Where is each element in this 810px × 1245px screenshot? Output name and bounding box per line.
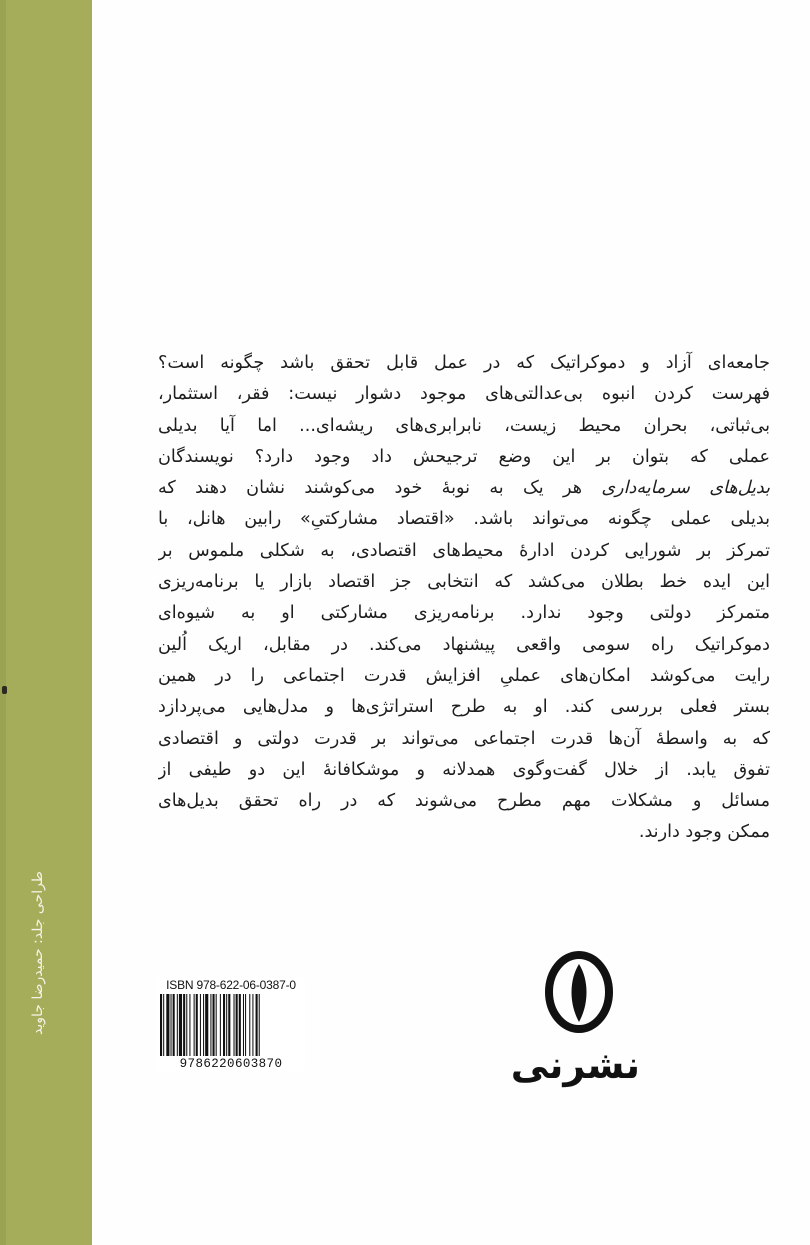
blurb-line: تمرکز بر شورایی کردن ادارهٔ محیط‌های اقتصادی، به شکلی ملموس بر [158, 540, 770, 561]
blurb-line: بدیلی عملی چگونه می‌تواند باشد. «اقتصاد مشارکتیِ» رابین هانل، با [158, 509, 770, 530]
blurb-line: تفوق یابد. از خلال گفت‌وگوی همدلانه و موشکافانهٔ این دو طیفی از [158, 759, 770, 780]
blurb-line: جامعه‌ای آزاد و دموکراتیک که در عمل قابل تحقق باشد چگونه است؟ [158, 353, 770, 373]
spine-edge-strip [0, 0, 6, 1245]
barcode-bar [203, 994, 204, 1056]
barcode-digits: 9786220603870 [179, 1057, 283, 1071]
barcode-bar [200, 994, 201, 1056]
blurb-line: رایت می‌کوشد امکان‌های عملیِ افزایش قدرت اجتماعی را در همین [158, 665, 770, 686]
barcode-bar [259, 994, 260, 1056]
barcode-bar [234, 994, 235, 1056]
barcode-bar [177, 994, 178, 1056]
blurb-line: بی‌ثباتی، بحران محیط زیست، نابرابری‌های ریشه‌ای... اما آیا بدیلی [158, 415, 770, 436]
blurb-line: عملی که بتوان بر این وضع ترجیحش داد وجود دارد؟ نویسندگان [158, 446, 770, 467]
barcode-bar [196, 994, 198, 1056]
blurb-line: بستر فعلی بررسی کند. او به طرح استراتژی‌ها و مدل‌هایی می‌پردازد [158, 697, 770, 718]
barcode-bar [213, 994, 215, 1056]
barcode-bar [173, 994, 175, 1056]
book-title-italic: بدیل‌های سرمایه‌داری [601, 478, 770, 499]
blurb-line: ممکن وجود دارند. [638, 822, 770, 843]
barcode-bar [256, 994, 258, 1056]
blurb-line: که به واسطهٔ آن‌ها قدرت اجتماعی می‌تواند بر قدرت دولتی و اقتصادی [158, 728, 770, 749]
barcode-bar [160, 994, 162, 1056]
barcode-bar [179, 994, 182, 1056]
barcode-bar [220, 994, 221, 1056]
barcode-bar [189, 994, 190, 1056]
barcode-bar [186, 994, 187, 1056]
book-spine [0, 0, 92, 1245]
back-cover-blurb [158, 348, 770, 849]
cover-design-credit: طراحی جلد: حمیدرضا جاوید [30, 871, 46, 1035]
barcode-bars [157, 994, 305, 1056]
isbn-barcode [157, 978, 305, 1071]
barcode-bar [236, 994, 238, 1056]
barcode-bar [205, 994, 208, 1056]
barcode-bar [245, 994, 246, 1056]
barcode-bar [243, 994, 244, 1056]
barcode-bar [223, 994, 225, 1056]
blurb-line: متمرکز دولتی وجود ندارد. برنامه‌ریزی مشارکتی او به شیوه‌ای [158, 603, 770, 624]
publisher-name: نشرنی [510, 1043, 640, 1087]
blurb-line: مسائل و مشکلات مهم مطرح می‌شوند که در راه تحقق بدیل‌های [158, 791, 770, 812]
barcode-bar [163, 994, 164, 1056]
barcode-bar [239, 994, 241, 1056]
barcode-bar [171, 994, 172, 1056]
edge-mark [2, 686, 7, 694]
barcode-bar [166, 994, 169, 1056]
barcode-bar [228, 994, 230, 1056]
blurb-line: دموکراتیک راه سومی واقعی پیشنهاد می‌کند. در مقابل، اریک اُلین [158, 634, 770, 655]
blurb-line: این ایده خط بطلان می‌کشد که انتخابی جز اقتصاد بازار یا برنامه‌ریزی [158, 572, 770, 593]
barcode-bar [252, 994, 253, 1056]
barcode-bar [249, 994, 250, 1056]
barcode-bar [210, 994, 211, 1056]
blurb-line: فهرست کردن انبوه بی‌عدالتی‌های موجود دشوار نیست: فقر، استثمار، [158, 384, 770, 405]
barcode-bar [194, 994, 195, 1056]
isbn-label: ISBN 978-622-06-0387-0 [166, 978, 296, 992]
barcode-bar [216, 994, 217, 1056]
barcode-bar [183, 994, 185, 1056]
blurb-line: بدیل‌های سرمایه‌داری هر یک به نوبهٔ خود می‌کوشند نشان دهند که [158, 478, 770, 499]
barcode-bar [226, 994, 227, 1056]
